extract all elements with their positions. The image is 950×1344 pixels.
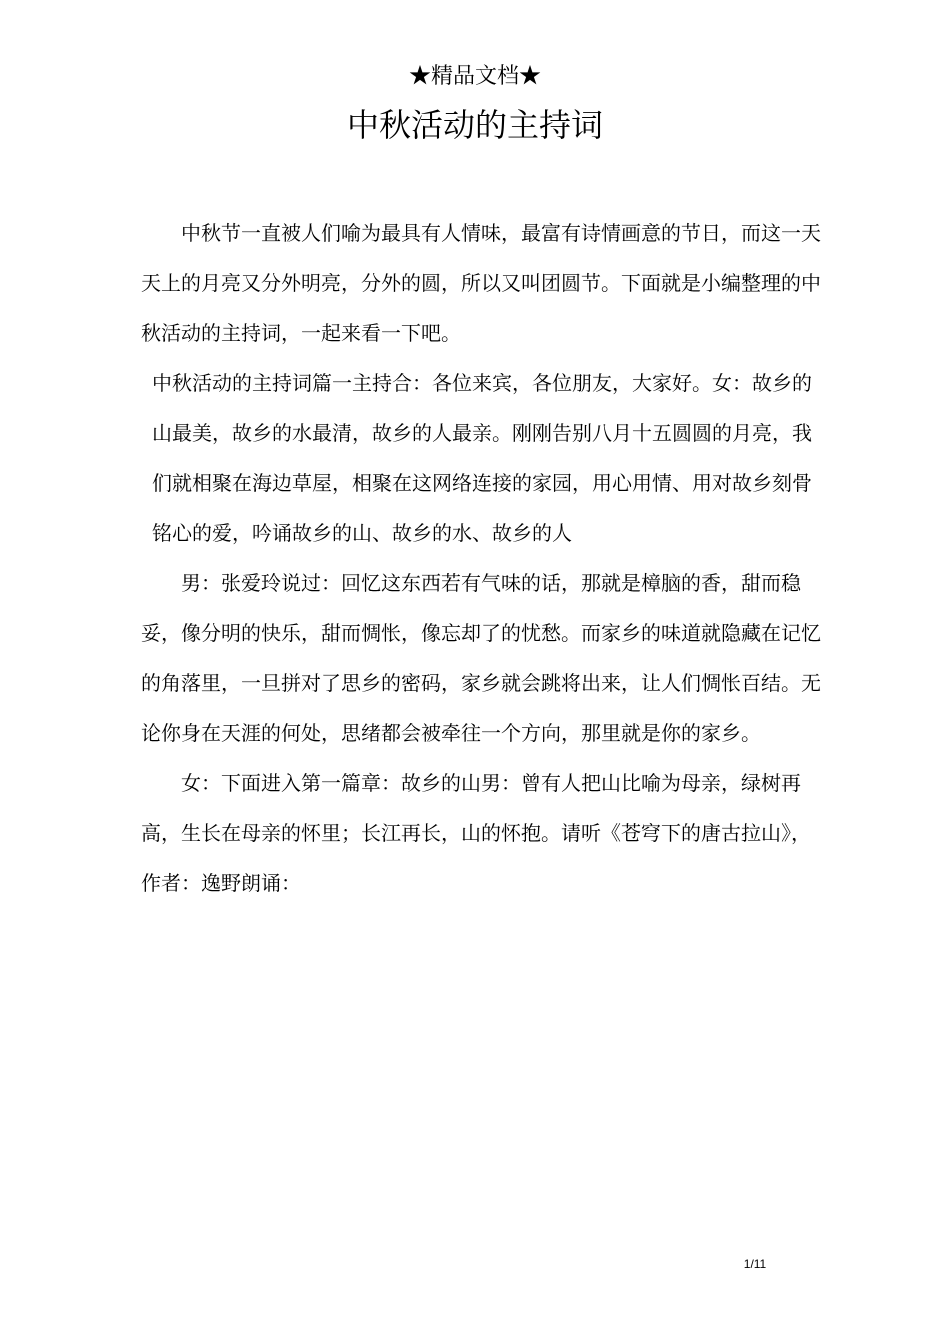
document-title: 中秋活动的主持词 xyxy=(346,106,603,144)
paragraph-female-host: 女：下面进入第一篇章：故乡的山男：曾有人把山比喻为母亲，绿树再高，生长在母亲的怀里；长江再长，山的怀抱。请听《苍穹下的唐古拉山》，作者：逸野朗诵： xyxy=(141,771,811,895)
document-body xyxy=(141,208,821,908)
header-label: ★精品文档★ xyxy=(408,64,541,89)
paragraph-intro: 中秋节一直被人们喻为最具有人情味，最富有诗情画意的节日，而这一天天上的月亮又分外明亮，分外的圆，所以又叫团圆节。下面就是小编整理的中秋活动的主持词，一起来看一下吧。 xyxy=(141,221,821,345)
paragraph-male-host: 男：张爱玲说过：回忆这东西若有气味的话，那就是樟脑的香，甜而稳妥，像分明的快乐，甜而惆怅，像忘却了的忧愁。而家乡的味道就隐藏在记忆的角落里，一旦拼对了思乡的密码，家乡就会跳将出来，让人们惆怅百结。无论你身在天涯的何处，思绪都会被牵往一个方向，那里就是你的家乡。 xyxy=(141,571,821,745)
page-number: 1/11 xyxy=(743,1257,767,1271)
paragraph-opening: 中秋活动的主持词篇一主持合：各位来宾，各位朋友，大家好。女：故乡的山最美，故乡的水最清，故乡的人最亲。刚刚告别八月十五圆圆的月亮，我们就相聚在海边草屋，相聚在这网络连接的家园，用心用情、用对故乡刻骨铭心的爱，吟诵故乡的山、故乡的水、故乡的人 xyxy=(152,371,812,545)
